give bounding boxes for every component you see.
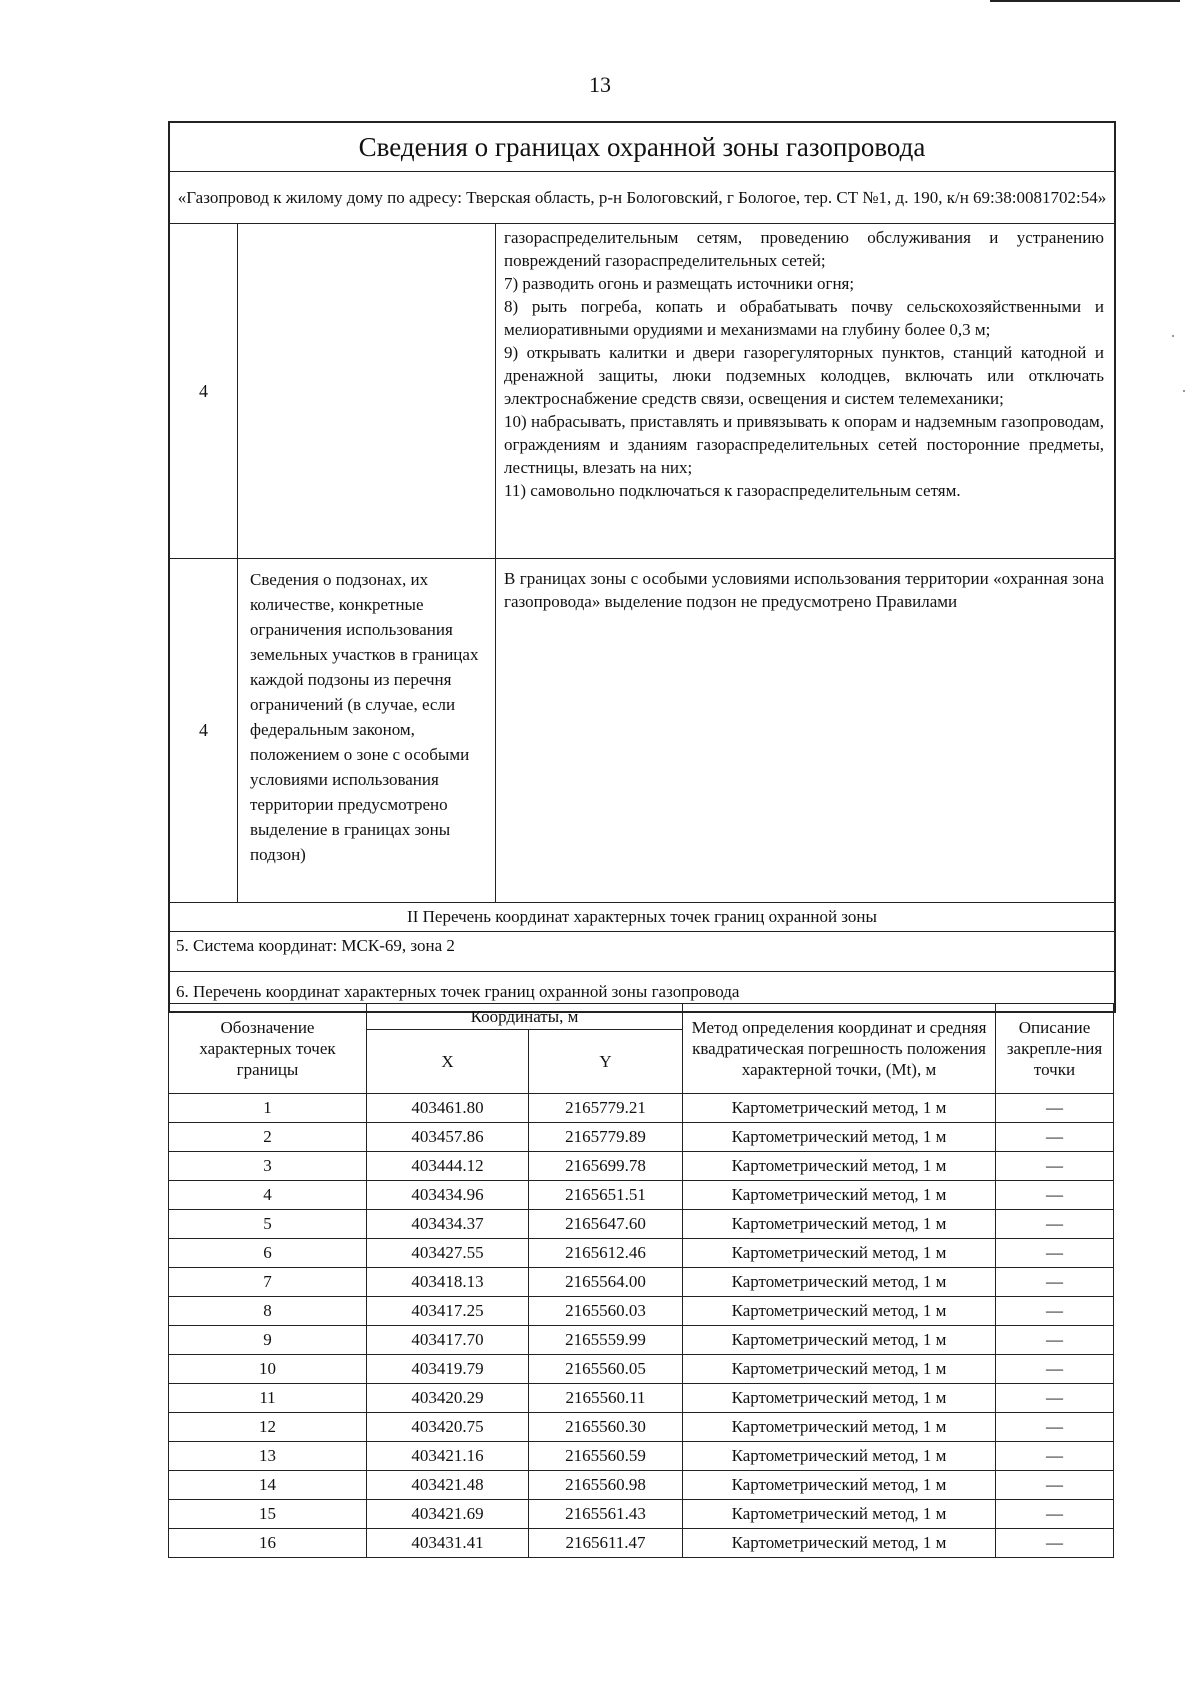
table-row — [169, 1181, 1114, 1210]
dash-mark: — — [1046, 1388, 1063, 1407]
table-row — [169, 1239, 1114, 1268]
method-cell: Картометрический метод, 1 м — [683, 1471, 996, 1500]
point-number-cell: 13 — [169, 1442, 367, 1471]
document-title: Сведения о границах охранной зоны газопровода — [170, 123, 1115, 172]
point-number-cell: 3 — [169, 1152, 367, 1181]
table-row — [169, 1094, 1114, 1123]
subzones-label: Сведения о подзонах, их количестве, конкретные ограничения использования земельных участков в границах каждой подзоны из перечня ограничений (в случае, если федеральным законом, положением о зоне с особыми условиями использования территории предусмотрено выделение в границах зоны подзон) — [238, 559, 496, 903]
dash-mark: — — [1046, 1330, 1063, 1349]
method-cell: Картометрический метод, 1 м — [683, 1326, 996, 1355]
dash-mark: — — [1046, 1504, 1063, 1523]
method-cell: Картометрический метод, 1 м — [683, 1094, 996, 1123]
method-cell: Картометрический метод, 1 м — [683, 1239, 996, 1268]
dash-mark: — — [1046, 1127, 1063, 1146]
subzones-content: В границах зоны с особыми условиями использования территории «охранная зона газопровода» выделение подзон не предусмотрено Правилами — [496, 559, 1115, 903]
method-cell: Картометрический метод, 1 м — [683, 1181, 996, 1210]
description-cell — [996, 1181, 1114, 1210]
method-cell: Картометрический метод, 1 м — [683, 1210, 996, 1239]
restriction-line: 7) разводить огонь и размещать источники огня; — [504, 274, 855, 293]
table-row — [169, 1152, 1114, 1181]
zone-info-sheet — [168, 121, 1116, 1013]
x-cell: 403434.96 — [367, 1181, 529, 1210]
description-cell — [996, 1268, 1114, 1297]
table-row — [169, 1471, 1114, 1500]
description-cell — [996, 1355, 1114, 1384]
table-row — [169, 1442, 1114, 1471]
description-header: Описание закрепле-ния точки — [996, 1004, 1114, 1094]
method-cell: Картометрический метод, 1 м — [683, 1268, 996, 1297]
description-cell — [996, 1442, 1114, 1471]
y-cell: 2165560.03 — [529, 1297, 683, 1326]
y-cell: 2165612.46 — [529, 1239, 683, 1268]
restriction-line: 10) набрасывать, приставлять и привязывать к опорам и надземным газопроводам, ограждениям и зданиям газораспределительных сетей посторонние предметы, лестницы, влезать на них; — [504, 412, 1104, 477]
restrictions-content — [496, 224, 1115, 559]
point-number-cell: 1 — [169, 1094, 367, 1123]
restriction-line: газораспределительным сетям, проведению обслуживания и устранению повреждений газораспределительных сетей; — [504, 228, 1104, 270]
description-cell — [996, 1094, 1114, 1123]
row-name-empty — [238, 224, 496, 559]
point-number-cell: 15 — [169, 1500, 367, 1529]
coordinates-table-wrapper — [168, 1003, 1114, 1558]
y-cell: 2165560.98 — [529, 1471, 683, 1500]
table-row — [169, 1529, 1114, 1558]
table-row — [169, 1384, 1114, 1413]
table-row — [169, 1355, 1114, 1384]
table-row — [169, 1210, 1114, 1239]
y-cell: 2165647.60 — [529, 1210, 683, 1239]
y-cell: 2165561.43 — [529, 1500, 683, 1529]
x-cell: 403457.86 — [367, 1123, 529, 1152]
dash-mark: — — [1046, 1359, 1063, 1378]
method-cell: Картометрический метод, 1 м — [683, 1355, 996, 1384]
y-cell: 2165564.00 — [529, 1268, 683, 1297]
point-number-cell: 7 — [169, 1268, 367, 1297]
x-cell: 403417.25 — [367, 1297, 529, 1326]
dash-mark: — — [1046, 1243, 1063, 1262]
description-cell — [996, 1413, 1114, 1442]
method-cell: Картометрический метод, 1 м — [683, 1297, 996, 1326]
method-header: Метод определения координат и средняя квадратическая погрешность положения характерной точки, (Mt), м — [683, 1004, 996, 1094]
x-cell: 403418.13 — [367, 1268, 529, 1297]
restriction-line: 11) самовольно подключаться к газораспределительным сетям. — [504, 481, 961, 500]
dash-mark: — — [1046, 1475, 1063, 1494]
dash-mark: — — [1046, 1214, 1063, 1233]
y-header: Y — [529, 1030, 683, 1094]
x-cell: 403444.12 — [367, 1152, 529, 1181]
description-cell — [996, 1239, 1114, 1268]
x-cell: 403420.29 — [367, 1384, 529, 1413]
point-number-cell: 10 — [169, 1355, 367, 1384]
y-cell: 2165651.51 — [529, 1181, 683, 1210]
x-cell: 403420.75 — [367, 1413, 529, 1442]
coordinates-body — [169, 1094, 1114, 1558]
table-row — [169, 1123, 1114, 1152]
dash-mark: — — [1046, 1185, 1063, 1204]
point-number-cell: 5 — [169, 1210, 367, 1239]
description-cell — [996, 1500, 1114, 1529]
description-cell — [996, 1384, 1114, 1413]
y-cell: 2165560.05 — [529, 1355, 683, 1384]
point-number-cell: 12 — [169, 1413, 367, 1442]
point-number-cell: 2 — [169, 1123, 367, 1152]
restriction-line: 9) открывать калитки и двери газорегуляторных пунктов, станций катодной и дренажной защиты, люки подземных колодцев, включать или отключать электроснабжение средств связи, освещения и систем телемеханики; — [504, 343, 1104, 408]
dash-mark: — — [1046, 1533, 1063, 1552]
zone-info-table — [169, 122, 1115, 1012]
y-cell: 2165699.78 — [529, 1152, 683, 1181]
method-cell: Картометрический метод, 1 м — [683, 1123, 996, 1152]
x-cell: 403419.79 — [367, 1355, 529, 1384]
x-header: X — [367, 1030, 529, 1094]
scan-edge-line — [990, 0, 1180, 2]
x-cell: 403421.48 — [367, 1471, 529, 1500]
dash-mark: — — [1046, 1272, 1063, 1291]
x-cell: 403431.41 — [367, 1529, 529, 1558]
description-cell — [996, 1326, 1114, 1355]
description-cell — [996, 1297, 1114, 1326]
method-cell: Картометрический метод, 1 м — [683, 1152, 996, 1181]
coords-header: Координаты, м — [367, 1004, 683, 1030]
row-number: 4 — [170, 224, 238, 559]
document-subtitle: «Газопровод к жилому дому по адресу: Тверская область, р-н Бологовский, г Бологое, тер. СТ №1, д. 190, к/н 69:38:0081702:54» — [170, 172, 1115, 224]
x-cell: 403421.16 — [367, 1442, 529, 1471]
x-cell: 403417.70 — [367, 1326, 529, 1355]
point-header: Обозначение характерных точек границы — [169, 1004, 367, 1094]
method-cell: Картометрический метод, 1 м — [683, 1442, 996, 1471]
method-cell: Картометрический метод, 1 м — [683, 1529, 996, 1558]
method-cell: Картометрический метод, 1 м — [683, 1500, 996, 1529]
y-cell: 2165559.99 — [529, 1326, 683, 1355]
description-cell — [996, 1123, 1114, 1152]
section-title: II Перечень координат характерных точек границ охранной зоны — [170, 903, 1115, 932]
coordinates-table — [168, 1003, 1114, 1558]
x-cell: 403461.80 — [367, 1094, 529, 1123]
point-number-cell: 14 — [169, 1471, 367, 1500]
y-cell: 2165560.30 — [529, 1413, 683, 1442]
table-row — [169, 1500, 1114, 1529]
dash-mark: — — [1046, 1446, 1063, 1465]
dash-mark: — — [1046, 1301, 1063, 1320]
point-number-cell: 16 — [169, 1529, 367, 1558]
coordinate-list-title: 6. Перечень координат характерных точек границ охранной зоны газопровода — [170, 972, 1115, 1012]
point-number-cell: 11 — [169, 1384, 367, 1413]
description-cell — [996, 1529, 1114, 1558]
method-cell: Картометрический метод, 1 м — [683, 1413, 996, 1442]
y-cell: 2165560.11 — [529, 1384, 683, 1413]
point-number-cell: 8 — [169, 1297, 367, 1326]
description-cell — [996, 1210, 1114, 1239]
scan-artifact — [1172, 335, 1174, 337]
dash-mark: — — [1046, 1417, 1063, 1436]
y-cell: 2165779.89 — [529, 1123, 683, 1152]
scan-artifact — [1183, 390, 1185, 392]
y-cell: 2165779.21 — [529, 1094, 683, 1123]
point-number-cell: 6 — [169, 1239, 367, 1268]
dash-mark: — — [1046, 1156, 1063, 1175]
page-number: 13 — [589, 72, 611, 97]
x-cell: 403434.37 — [367, 1210, 529, 1239]
x-cell: 403421.69 — [367, 1500, 529, 1529]
dash-mark: — — [1046, 1098, 1063, 1117]
y-cell: 2165611.47 — [529, 1529, 683, 1558]
table-row — [169, 1326, 1114, 1355]
method-cell: Картометрический метод, 1 м — [683, 1384, 996, 1413]
table-row — [169, 1297, 1114, 1326]
coordinate-system: 5. Система координат: МСК-69, зона 2 — [170, 932, 1115, 972]
point-number-cell: 4 — [169, 1181, 367, 1210]
y-cell: 2165560.59 — [529, 1442, 683, 1471]
restriction-line: 8) рыть погреба, копать и обрабатывать почву сельскохозяйственными и мелиоративными орудиями и механизмами на глубину более 0,3 м; — [504, 297, 1104, 339]
description-cell — [996, 1471, 1114, 1500]
table-row — [169, 1413, 1114, 1442]
row-number: 4 — [170, 559, 238, 903]
x-cell: 403427.55 — [367, 1239, 529, 1268]
table-row — [169, 1268, 1114, 1297]
point-number-cell: 9 — [169, 1326, 367, 1355]
description-cell — [996, 1152, 1114, 1181]
